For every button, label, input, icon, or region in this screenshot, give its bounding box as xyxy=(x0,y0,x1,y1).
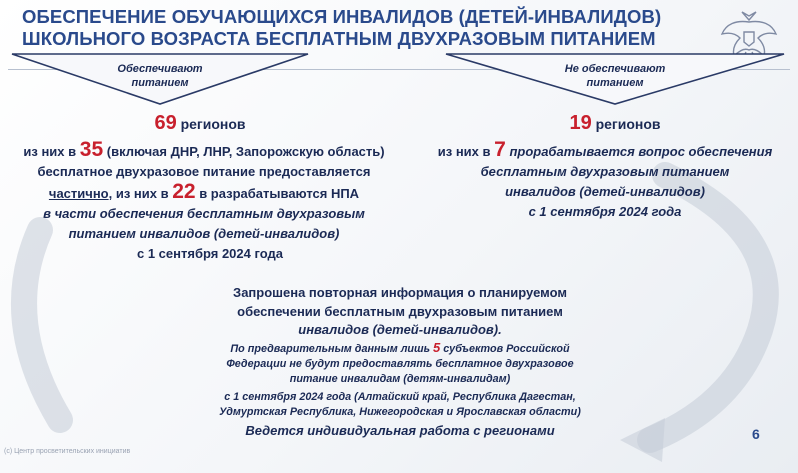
bottom-small-5: Удмуртская Республика, Нижегородская и Ярославская области) xyxy=(219,405,581,418)
left-line-4: в части обеспечения бесплатным двухразовым xyxy=(43,206,365,221)
left-line-5: питанием инвалидов (детей-инвалидов) xyxy=(68,226,340,241)
left-line-1 xyxy=(14,140,394,162)
bottom-line-3: инвалидов (детей-инвалидов). xyxy=(298,322,502,337)
footer-note: (с) Центр просветительских инициатив xyxy=(4,448,131,455)
left-region-count xyxy=(110,112,290,135)
right-chevron-label xyxy=(535,62,695,90)
left-chevron-label-line1: Обеспечивают xyxy=(117,63,203,75)
left-line-1-number: 35 xyxy=(79,138,104,161)
left-count-number: 69 xyxy=(154,112,177,134)
bottom-small-4: с 1 сентября 2024 года (Алтайский край, Республика Дагестан, xyxy=(224,390,576,403)
left-line-6: с 1 сентября 2024 года xyxy=(137,246,283,261)
left-line-3-number: 22 xyxy=(172,180,196,203)
bottom-small-3: питание инвалидам (детям-инвалидам) xyxy=(289,372,511,385)
left-details xyxy=(14,140,394,264)
right-line-1-prefix: из них в xyxy=(437,144,491,159)
bottom-small-1-number: 5 xyxy=(433,339,441,355)
left-line-2: бесплатное двухразовое питание предоставляется xyxy=(37,164,371,179)
right-line-1-suffix: прорабатывается вопрос обеспечения xyxy=(509,144,773,159)
bottom-small-1 xyxy=(190,340,610,357)
right-count-text: регионов xyxy=(595,116,661,132)
left-line-1-prefix: из них в xyxy=(23,144,77,159)
bottom-line-1: Запрошена повторная информация о планируемом xyxy=(233,285,567,300)
bottom-summary xyxy=(190,284,610,440)
title-line-2: ШКОЛЬНОГО ВОЗРАСТА БЕСПЛАТНЫМ ДВУХРАЗОВЫМ ПИТАНИЕМ xyxy=(22,28,656,49)
right-details xyxy=(415,140,795,222)
bottom-final: Ведется индивидуальная работа с регионами xyxy=(245,422,555,438)
right-line-2: бесплатным двухразовым питанием xyxy=(480,164,730,179)
left-line-3-mid: , из них в xyxy=(108,186,169,201)
left-line-3 xyxy=(14,182,394,204)
right-chevron-label-line1: Не обеспечивают xyxy=(564,63,666,75)
left-line-3-underlined: частично xyxy=(48,186,109,201)
right-line-4: с 1 сентября 2024 года xyxy=(528,204,682,219)
left-line-1-suffix: (включая ДНР, ЛНР, Запорожскую область) xyxy=(106,144,385,159)
right-count-number: 19 xyxy=(569,112,592,134)
right-line-3: инвалидов (детей-инвалидов) xyxy=(505,184,705,199)
bottom-small-1-suffix: субъектов Российской xyxy=(443,342,570,355)
page-title xyxy=(22,6,662,50)
right-line-1-number: 7 xyxy=(494,138,506,161)
right-line-1 xyxy=(415,140,795,162)
left-chevron-label-line2: питанием xyxy=(131,77,189,89)
title-line-1: ОБЕСПЕЧЕНИЕ ОБУЧАЮЩИХСЯ ИНВАЛИДОВ (ДЕТЕЙ-ИНВАЛИДОВ) xyxy=(22,6,662,27)
page-number: 6 xyxy=(752,426,760,442)
left-chevron-label xyxy=(90,62,230,90)
bottom-small-1-prefix: По предварительным данным лишь xyxy=(230,342,431,355)
left-count-text: регионов xyxy=(180,116,246,132)
right-region-count xyxy=(525,112,705,135)
left-line-3-suffix: в разрабатываются НПА xyxy=(199,186,360,201)
bottom-small-2: Федерации не будут предоставлять бесплатное двухразовое xyxy=(226,357,574,370)
right-chevron-label-line2: питанием xyxy=(586,77,644,89)
bottom-line-2: обеспечении бесплатным двухразовым питанием xyxy=(237,303,563,319)
